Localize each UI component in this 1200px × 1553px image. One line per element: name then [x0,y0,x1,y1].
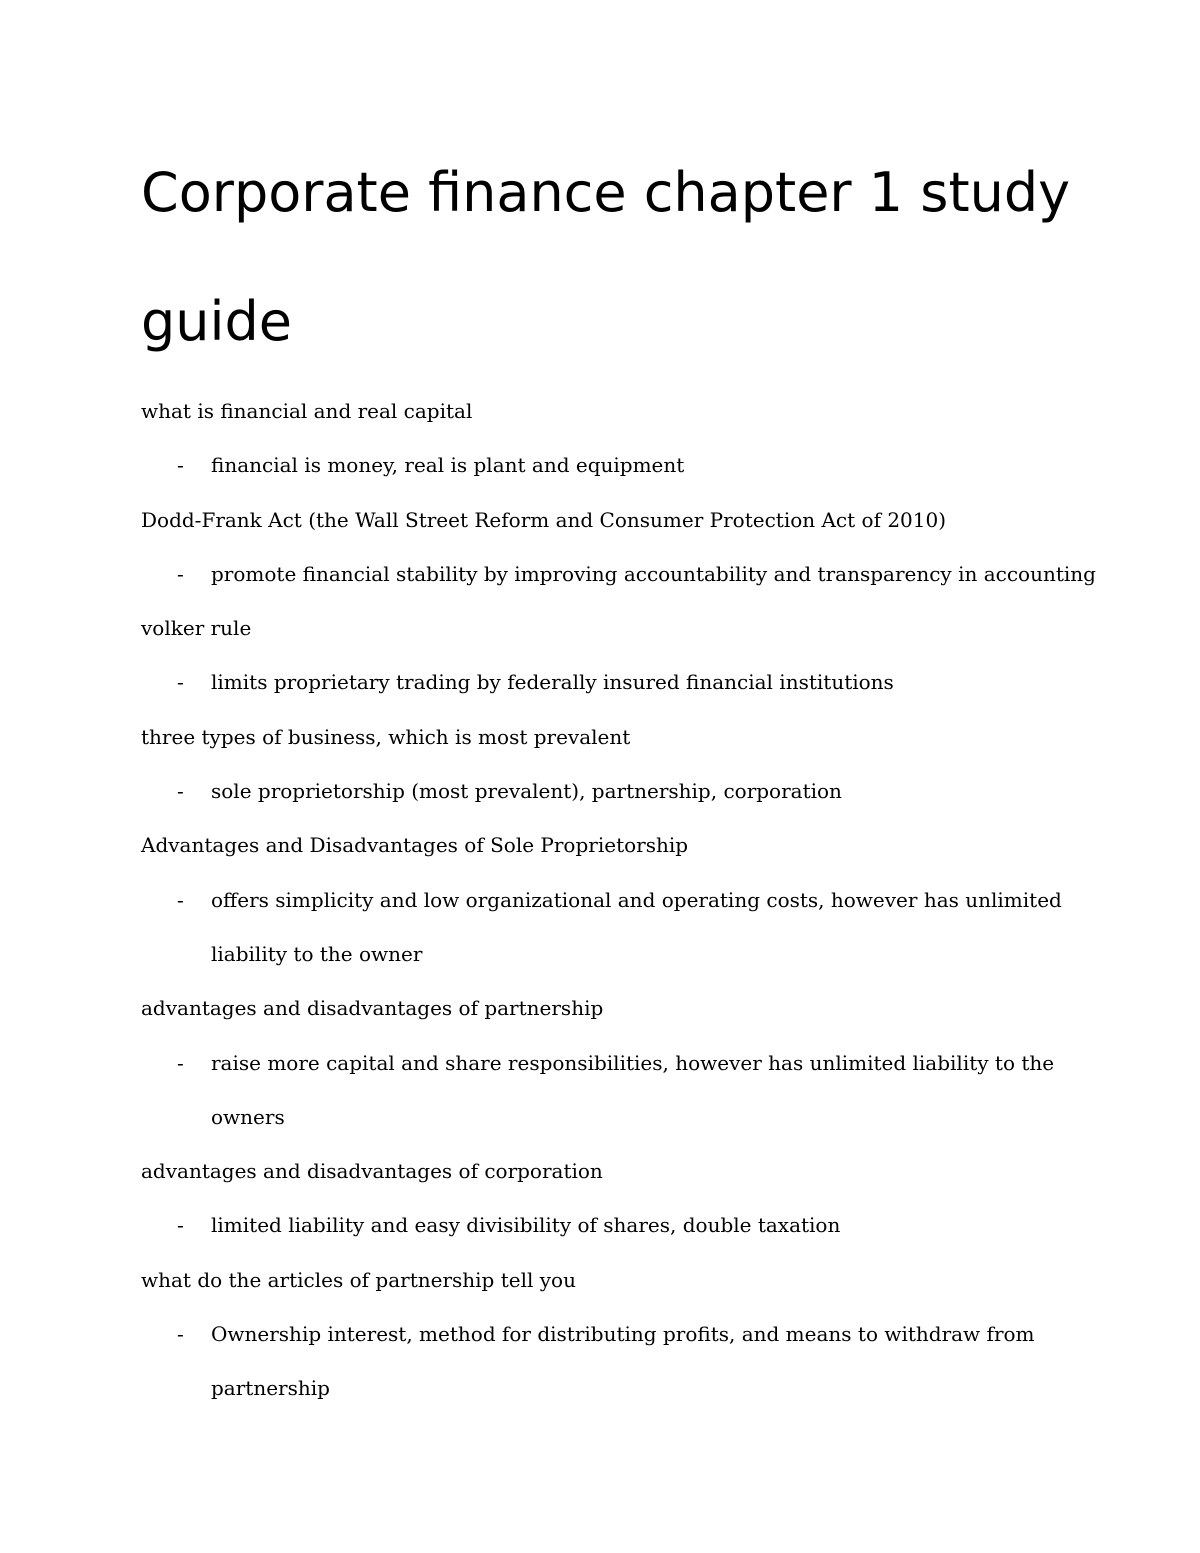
answer-5 [0,873,1200,927]
question-1: what is financial and real capital [141,399,473,423]
answer-text: offers simplicity and low organizational and operating costs, however has unlimited [211,887,1062,912]
answer-6 [0,1036,1200,1090]
bullet-dash: - [177,1050,184,1075]
study-guide-body [0,384,1200,1416]
answer-text: Ownership interest, method for distributing profits, and means to withdraw from [211,1322,1035,1347]
question-5: Advantages and Disadvantages of Sole Proprietorship [141,833,689,858]
answer-text: sole proprietorship (most prevalent), partnership, corporation [211,779,842,804]
question-7: advantages and disadvantages of corporation [141,1159,603,1184]
answer-4 [0,764,1200,818]
answer-1 [0,438,1200,492]
answer-5-continuation: liability to the owner [211,941,423,966]
answer-2 [0,547,1200,601]
bullet-dash: - [177,1322,184,1347]
answer-text: limited liability and easy divisibility of shares, double taxation [211,1213,841,1238]
answer-3 [0,655,1200,709]
bullet-dash: - [177,779,184,804]
answer-8-continuation: partnership [211,1376,330,1401]
answer-text: promote financial stability by improving accountability and transparency in accounting [211,561,1096,586]
question-3: volker rule [141,616,252,641]
answer-7 [0,1198,1200,1252]
bullet-dash: - [177,453,184,478]
answer-6-continuation: owners [211,1104,285,1129]
question-8: what do the articles of partnership tell you [141,1267,576,1292]
bullet-dash: - [177,1213,184,1238]
bullet-dash: - [177,887,184,912]
document-title: Corporate finance chapter 1 study guide [141,161,1071,353]
bullet-dash: - [177,561,184,586]
answer-8 [0,1307,1200,1361]
answer-text: raise more capital and share responsibilities, however has unlimited liability to the [211,1050,1055,1075]
answer-text: limits proprietary trading by federally insured financial institutions [211,670,894,695]
question-6: advantages and disadvantages of partnership [141,996,604,1021]
answer-text: financial is money, real is plant and equipment [211,453,685,478]
bullet-dash: - [177,670,184,695]
question-2: Dodd-Frank Act (the Wall Street Reform and Consumer Protection Act of 2010) [141,507,947,532]
question-4: three types of business, which is most prevalent [141,724,631,749]
